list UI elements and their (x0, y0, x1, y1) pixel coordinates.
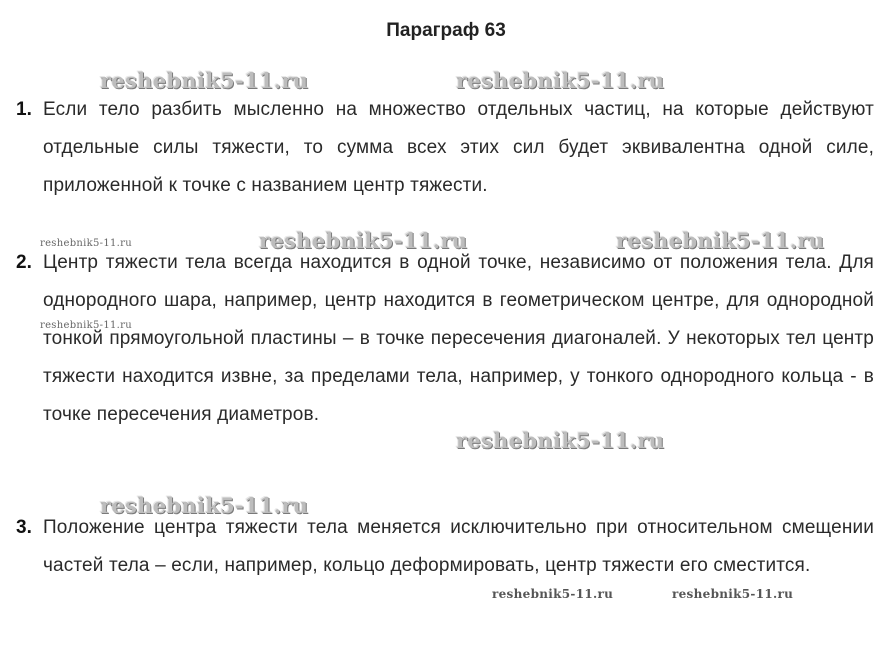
list-item (16, 509, 874, 585)
watermark: reshebnik5-11.ru (616, 228, 825, 253)
watermark: reshebnik5-11.ru (100, 68, 309, 93)
watermark: reshebnik5-11.ru (492, 587, 614, 601)
list-item (16, 244, 874, 434)
watermark: reshebnik5-11.ru (40, 320, 132, 331)
watermark: reshebnik5-11.ru (100, 493, 309, 518)
item-number: 3. (16, 517, 32, 538)
watermark: reshebnik5-11.ru (456, 68, 665, 93)
watermark: reshebnik5-11.ru (456, 428, 665, 453)
watermark: reshebnik5-11.ru (40, 238, 132, 249)
item-number: 1. (16, 99, 32, 120)
list-item (16, 91, 874, 205)
watermark: reshebnik5-11.ru (672, 587, 794, 601)
watermark: reshebnik5-11.ru (259, 228, 468, 253)
item-text: Если тело разбить мысленно на множество отдельных частиц, на которые действуют отдельные силы тяжести, то сумма всех этих сил будет эквивалентна одной силе, приложенной к точке с названием центр тяжести. (43, 99, 874, 196)
page-title: Параграф 63 (386, 20, 506, 41)
item-number: 2. (16, 252, 32, 273)
item-text: Центр тяжести тела всегда находится в одной точке, независимо от положения тела. Для однородного шара, например, центр находится в геометрическом центре, для однородной тонкой прямоугольной пластины – в точке пересечения диагоналей. У некоторых тел центр тяжести находится извне, за пределами тела, например, у тонкого однородного кольца - в точке пересечения диаметров. (43, 252, 874, 425)
item-text: Положение центра тяжести тела меняется исключительно при относительном смещении частей тела – если, например, кольцо деформировать, центр тяжести его сместится. (43, 517, 874, 576)
